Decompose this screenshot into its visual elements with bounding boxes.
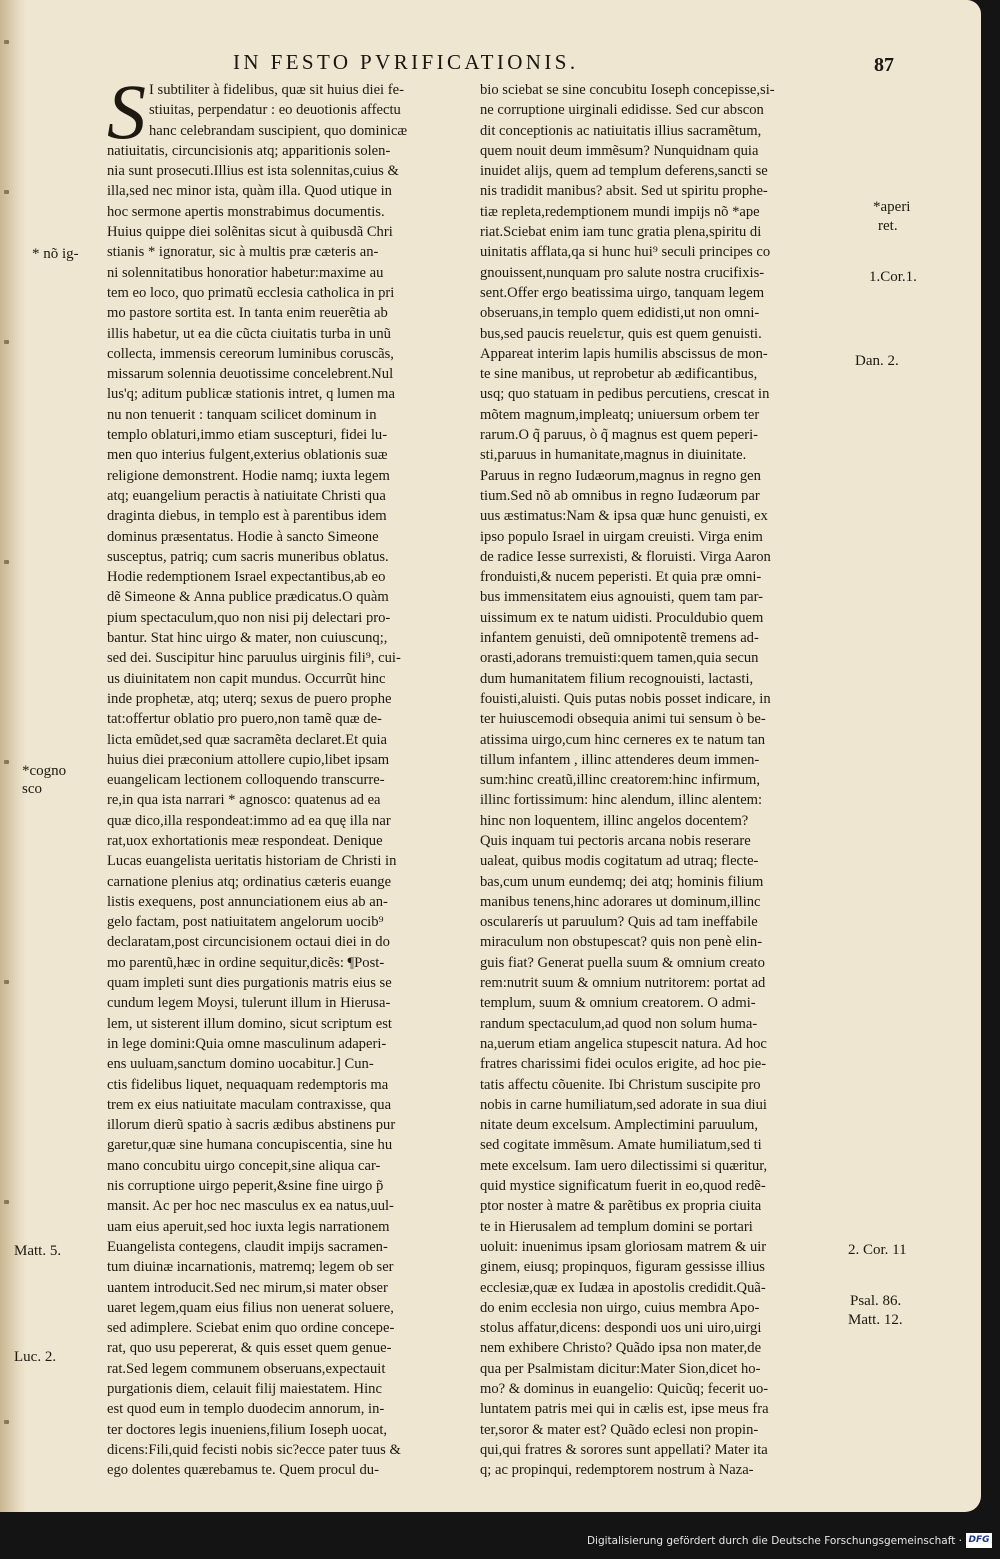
text-line: dit conceptionis ac natiuitatis illius sacramẽtum, [480,122,762,139]
margin-note-right: 1.Cor.1. [869,269,917,285]
text-line: natiuitatis, circuncisionis atq; apparitionis solen- [107,142,391,159]
text-line: ctis fidelibus liquet, nequaquam redemptoris ma [107,1076,389,1093]
margin-note-right: ret. [878,218,898,234]
text-line: ptor noster à matre & parẽtibus ex propria ciuita [480,1198,762,1215]
text-line: ter doctores legis inueniens,filium Ioseph uocat, [107,1421,388,1438]
text-line: dicens:Fili,quid fecisti nobis sic?ecce pater tuus & [107,1441,401,1458]
text-line: bantur. Stat hinc uirgo & mater, non cuiuscunq;, [107,630,388,647]
text-line: ens uuluam,sanctum domino uocabitur.] Cun- [107,1056,374,1073]
text-line: rat,uox exhortationis meæ respondeat. Denique [107,832,383,849]
page-number: 87 [874,54,894,76]
text-line: hinc non loquentem, illinc angelos docentem? [480,812,749,829]
margin-note-left: Matt. 5. [14,1243,62,1259]
text-line: uissimum ex te natum uidisti. Proculdubio quem [480,609,764,626]
text-line: nis tradidit manibus? absit. Sed ut spiritu prophe- [480,183,768,200]
text-line: quæ dico,illa respondeat:immo ad ea quę illa nar [107,812,391,829]
text-line: bus,sed paucis reuelετur, quis est quem genuisti. [480,325,762,342]
text-line: us diuinitatem non capit mundus. Occurrũt hinc [107,670,386,687]
text-line: ne corruptione uirginali edidisse. Sed cur abscon [480,102,764,119]
text-line: illinc fortissimum: hinc alendum, illinc alentem: [480,792,763,809]
text-line: ualeat, quibus modis cogitatum ad utraq; flecte- [480,853,759,870]
text-line: Lucas euangelista ueritatis historiam de Christi in [107,853,397,870]
text-line: orasti,adorans tremuisti:quem tamen,quia secun [480,650,759,667]
text-line: quem nouit deum immẽsum? Nunquidnam quia [480,142,759,159]
text-line: hanc celebrandam suscipient, quo dominicæ [149,122,408,139]
text-line: rat.Sed legem communem obseruans,expectauit [107,1360,386,1377]
text-line: tatis affectu cõuenite. Ibi Christum suscipite pro [480,1076,761,1093]
text-line: do enim ecclesia non uirgo, cuius membra Apo- [480,1299,760,1316]
text-line: missarum solennia deuotissime concelebrent.Nul [107,366,394,383]
text-line: te sine manibus, ut reprobetur ab ædificantibus, [480,366,758,383]
margin-note-left: * nõ ig- [32,246,79,262]
text-line: cundum legem Moysi, tulerunt illum in Hierusa- [107,995,391,1012]
margin-note-left: Luc. 2. [14,1349,57,1365]
text-line: inuidet alijs, quem ad templum deferens,sancti se [480,163,768,180]
text-line: stolus affatur,dicens: despondi uos uni uiro,uirgi [480,1320,762,1337]
text-line: sed adimplere. Sciebat enim quo ordine concepe- [107,1320,395,1337]
text-line: usq; quo statuam in pedibus percutiens, crescat in [480,386,770,403]
text-line: ipso populo Israel in uirgam creuisti. Virga enim [480,528,763,545]
margin-note-right: Psal. 86. [850,1293,902,1309]
text-line: draginta diebus, in templo est à parentibus idem [107,508,387,525]
text-line: oscularerís ut paruulum? Quis ad tam ineffabile [480,914,758,931]
text-line: nitate deum excelsum. Amplectimini paruulum, [480,1117,759,1134]
margin-note-right: *aperi [873,199,911,215]
text-line: religione demonstrent. Hodie namq; iuxta legem [107,467,390,484]
text-line: sum:hinc creatũ,illinc creatorem:hinc infirmum, [480,772,761,789]
text-line: obseruans,in templo quem edidisti,ut non omni- [480,305,760,322]
text-line: ego dolentes quærebamus te. Quem procul du- [107,1462,379,1479]
text-line: trem ex eius natiuitate maculam contraxisse, qua [107,1096,392,1113]
text-line: uaret legem,quam eius filius non uenerat soluere, [107,1299,394,1316]
text-line: nobis in carne humiliatum,sed adorate in sua diui [480,1096,767,1113]
text-line: uam eius aperuit,sed hoc iuxta legis narrationem [107,1218,390,1235]
text-line: dẽ Simeone & Anna publice prædicatus.O quàm [107,589,389,606]
text-line: in lege domini:Quia omne masculinum adaperi- [107,1035,387,1052]
text-line: Paruus in regno Iudæorum,magnus in regno gen [480,467,761,484]
text-line: sed cogitate immẽsum. Amate humiliatum,sed ti [480,1137,762,1154]
text-line: tium.Sed nõ ab omnibus in regno Iudæorum par [480,487,760,504]
text-line: dum humanitatem filium recognouisti, lactasti, [480,670,754,687]
text-line: tem eo loco, quo primatũ ecclesia catholica in pri [107,284,395,301]
text-line: qua per Psalmistam dicitur:Mater Sion,dicet ho- [480,1360,761,1377]
text-line: tat:offertur oblatio pro puero,non tamẽ quæ de- [107,711,382,728]
text-line: uus æstimatus:Nam & ipsa quæ hunc genuisti, ex [480,508,768,525]
text-line: Quis inquam tui pectoris arcana nobis reserare [480,832,751,849]
text-line: huius diei præconium attollere cupio,libet ipsam [107,751,390,768]
dfg-logo: DFG [966,1533,992,1548]
text-line: te in Hierusalem ad templum domini se portari [480,1218,753,1235]
text-line: euangelicam lectionem colloquendo transcurre- [107,772,385,789]
text-line: re,in qua ista narrari * agnosco: quatenus ad ea [107,792,381,809]
text-line: tum diuinæ incarnationis, matremq; legem ob ser [107,1259,394,1276]
text-line: susceptus, patriq; cum sacris muneribus oblatus. [107,548,389,565]
text-line: atq; euangelium peractis à natiuitate Christi qua [107,487,386,504]
text-line: mõtem magnum,impleatq; uniuersum orbem ter [480,406,760,423]
text-line: luntatem patris mei qui in cælis est, ipse meus fra [480,1401,769,1418]
text-line: sti,paruus in humanitate,magnus in diuinitate. [480,447,747,464]
text-line: qui,qui fratres & sorores sunt appellati? Mater ita [480,1441,768,1458]
text-line: Euangelista contegens, claudit impijs sacramen- [107,1238,388,1255]
text-line: purgationis diem, celauit filij maiestatem. Hinc [107,1381,382,1397]
text-line: fronduisti,& nucem peperisti. Et quia præ omni- [480,569,762,586]
text-line: quam impleti sunt dies purgationis matris eius se [107,975,392,992]
text-line: miraculum non obstupescat? quis non penè elin- [480,934,763,951]
text-line: listis exequens, post annunciationem eius ab an- [107,893,388,910]
margin-note-left: *cogno [22,763,67,779]
text-line: rem:nutrit suum & omnium nutritorem: portat ad [480,975,766,992]
text-line: est quod eum in templo duodecim annorum, in- [107,1401,385,1418]
text-line: guis fiat? Generat puella suum & omnium creato [480,954,765,971]
text-line: na,uerum etiam angelica stupescit natura. Ad hoc [480,1035,767,1052]
text-line: rat, quo usu pepererat, & quis esset quem genue- [107,1340,392,1357]
text-line: Hodie redemptionem Israel expectantibus,ab eo [107,569,386,586]
text-line: inde prophetæ, atq; uterq; sexus de puero prophe [107,690,392,707]
margin-note-right: 2. Cor. 11 [848,1242,907,1258]
text-line: illis habetur, ut ea die cũcta ciuitatis turba in unũ [107,325,391,342]
text-line: nis corruptione uirgo peperit,&sine fine uirgo p̃ [107,1178,384,1195]
binding-stitch [4,1200,9,1204]
text-line: Appareat interim lapis humilis abscissus de mon- [480,345,768,362]
text-line: illa,sed nec minor ista, quàm illa. Quod utique in [107,183,392,200]
text-line: stiuitas, perpendatur : eo deuotionis affectu [149,102,401,119]
text-line: stianis * ignoratur, sic à multis præ cæteris an- [107,244,379,261]
text-line: lem, ut sisterent illum domino, sicut scriptum est [107,1015,392,1032]
page-gutter [0,0,26,1512]
text-line: mo parentũ,hæc in ordine sequitur,dicẽs: ¶Post- [107,954,385,971]
text-line: manibus tenens,hinc adorares ut dominum,illinc [480,893,761,910]
text-line: nia sunt prosecuti.Illius est ista solennitas,cuius & [107,163,399,180]
text-line: carnatione plenius atq; ordinatius cæteris euange [107,873,392,890]
binding-stitch [4,760,9,764]
text-line: uoluit: inuenimus ipsam gloriosam matrem & uir [480,1238,767,1255]
margin-note-left: sco [22,781,42,797]
text-line: atissima uirgo,cum hinc cerneres ex te natum tan [480,731,766,748]
text-line: bio sciebat se sine concubitu Ioseph concepisse,si- [480,82,775,98]
binding-stitch [4,1420,9,1424]
text-line: gnouissent,nunquam pro salute nostra crucifixis- [480,264,765,281]
text-line: bas,cum unum eundemq; dei atq; hominis filium [480,873,764,890]
text-line: gelo factam, post natiuitatem angelorum uocib⁹ [107,914,384,931]
text-column-left [107,68,469,1480]
text-line: tiæ repleta,redemptionem mundi impijs nõ *ape [480,203,760,220]
text-line: nu non tenuerit : tanquam scilicet dominum in [107,406,377,423]
text-line: uantem introducit.Sed nec mirum,si mater obser [107,1279,388,1296]
text-line: mo pastore sortita est. In tanta enim reuerẽtia ab [107,305,388,322]
binding-stitch [4,340,9,344]
binding-stitch [4,190,9,194]
text-line: tillum infantem , illinc attenderes deum immen- [480,751,760,768]
text-line: ter,soror & mater est? Quãdo eclesi non propin- [480,1421,759,1438]
text-line: riat.Sciebat enim iam tunc gratia plena,spiritu di [480,224,762,241]
text-line: mano concubitu uirgo concepit,sine aliqua car- [107,1157,381,1174]
text-line: quid mystice significatum fuerit in eo,quod redẽ- [480,1178,766,1195]
running-title: IN FESTO PVRIFICATIONIS. [233,50,579,74]
text-line: de radice Iesse surrexisti, & floruisti. Virga Aaron [480,548,771,565]
text-line: templum, suum & omnium creatorem. O admi- [480,995,756,1012]
text-line: rarum.O q̃ paruus, ò q̃ magnus est quem peperi- [480,427,759,444]
binding-stitch [4,560,9,564]
text-line: illorum dierũ spatio à sacris ædibus abstinens pur [107,1117,396,1134]
text-line: dominus præsentatus. Hodie à sancto Simeone [107,528,379,545]
text-line: mo? & dominus in euangelio: Quicũq; fecerit uo- [480,1381,769,1397]
text-line: ecclesiæ,quæ ex Iudæa in apostolis credidit.Quã- [480,1279,766,1296]
text-line: fratres charissimi fidei oculos erigite, ad hoc pie- [480,1056,767,1073]
margin-note-right: Matt. 12. [848,1312,903,1328]
text-line: men quo interius fulgent,exterius oblationis suæ [107,447,388,464]
text-line: hoc sermone apertis monstrabimus documentis. [107,203,385,220]
text-line: infantem genuisti, deũ omnipotentẽ tremens ad- [480,630,759,647]
text-line: uinitatis afflata,qa si hunc hui⁹ seculi principes co [480,244,771,261]
binding-stitch [4,40,9,44]
text-line: garetur,quæ sine humana concupiscentia, sine hu [107,1137,393,1154]
drop-capital: S [107,68,146,155]
text-line: lus'q; aditum publicæ stationis intret, q lumen ma [107,386,395,403]
text-line: I subtiliter à fidelibus, quæ sit huius diei fe- [149,82,404,98]
text-line: ginem, eiusq; propinquos, figuram gessisse illius [480,1259,765,1276]
text-line: ter huiuscemodi obsequia animi tui sensum ò be- [480,711,766,728]
text-line: q; ac propinqui, redemptorem nostrum à Naza- [480,1462,754,1479]
binding-stitch [4,980,9,984]
text-line: nem exhibere Christo? Quãdo ipsa non mater,de [480,1340,762,1357]
text-line: mete excelsum. Iam uero dilectissimi si quæritur, [480,1157,768,1174]
text-line: declaratam,post circuncisionem octaui diei in do [107,934,390,951]
text-line: templo oblaturi,immo etiam suscepturi, fidei lu- [107,427,388,444]
text-column-right [480,80,845,1480]
text-line: randum spectaculum,ad quod non solum huma- [480,1015,758,1032]
text-line: pium spectaculum,quo non nisi pij delectari pro- [107,609,391,626]
text-line: sed dei. Suscipitur hinc paruulus uirginis fili⁹, cui- [107,650,401,667]
digitization-credit: Digitalisierung gefördert durch die Deutsche Forschungsgemeinschaft · [586,1535,962,1547]
text-line: sent.Offer ergo beatissima uirgo, tanquam legem [480,284,765,301]
text-line: collecta, immensis cereorum luminibus coruscãs, [107,345,394,362]
text-line: ni solennitatibus honoratior habetur:maxime au [107,264,384,281]
margin-note-right: Dan. 2. [855,353,899,369]
text-line: fouisti,aluisti. Quis putas nobis posset indicare, in [480,690,771,707]
text-line: licta emũdet,sed quæ sacramẽta declaret.Et quia [107,731,387,748]
text-line: Huius quippe diei solẽnitas sicut à quibusdã Chri [107,224,393,241]
text-line: mansit. Ac per hoc nec masculus ex ea natus,uul- [107,1198,394,1215]
text-line: bus immensitatem eius agnouisti, quem tam par- [480,589,764,606]
